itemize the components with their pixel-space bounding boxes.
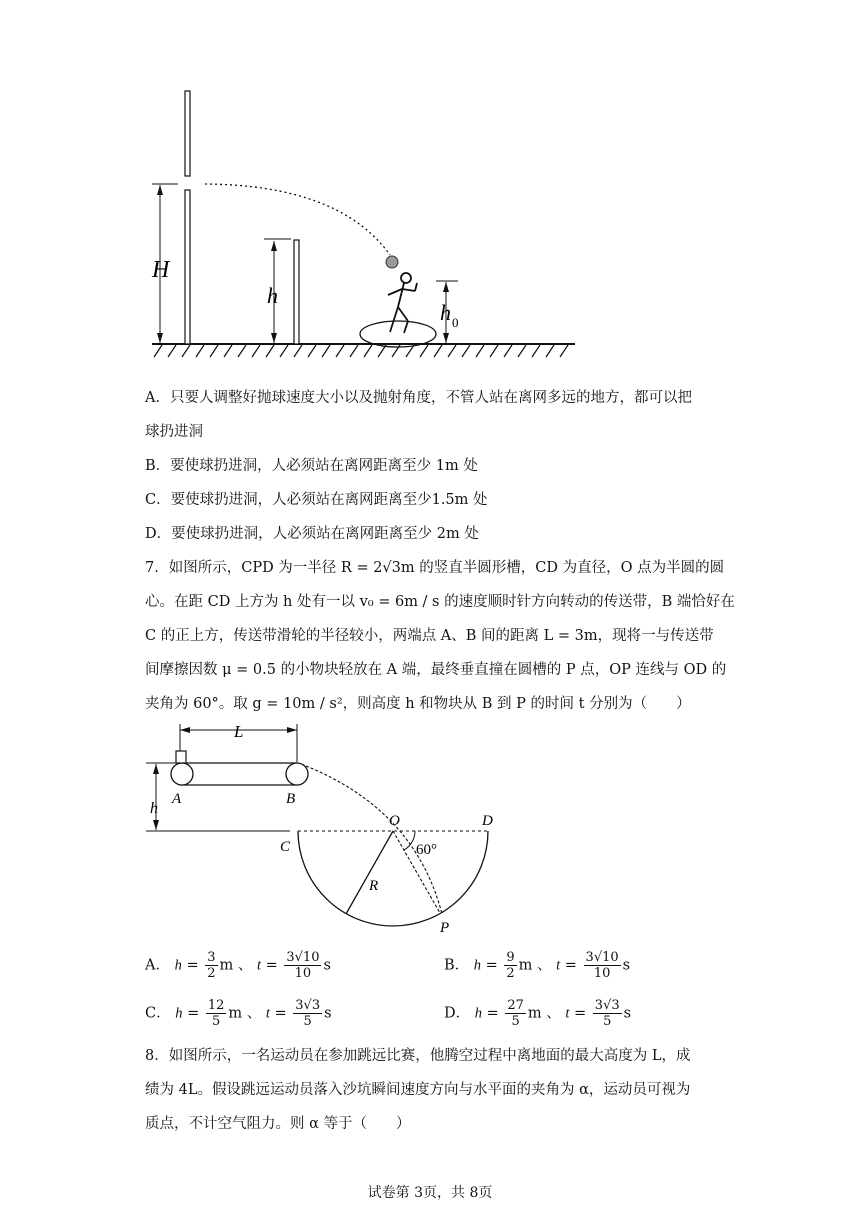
label-O: O	[389, 813, 400, 829]
label-D: D	[482, 813, 493, 829]
q6-option-d: D．要使球扔进洞，人必须站在离网距离至少 2m 处	[145, 526, 479, 542]
label-H: H	[152, 257, 170, 283]
q8-line-2: 绩为 4L。假设跳远运动员落入沙坑瞬间速度方向与水平面的夹角为 α，运动员可视为	[145, 1082, 691, 1098]
page-footer: 试卷第 3页，共 8页	[367, 1185, 493, 1201]
q7-line-2: 心。在距 CD 上方为 h 处有一以 v₀ = 6m / s 的速度顺时针方向转动的传送带，B 端恰好在	[145, 594, 735, 610]
label-B: B	[286, 791, 296, 807]
label-L: L	[234, 722, 244, 741]
label-h: h	[267, 283, 278, 308]
q8-line-3: 质点，不计空气阻力。则 α 等于（ ）	[145, 1116, 411, 1132]
label-R: R	[369, 878, 379, 894]
q6-option-c: C．要使球扔进洞，人必须站在离网距离至少1.5m 处	[145, 492, 488, 508]
figure-conveyor-groove	[140, 720, 510, 940]
q6-option-b: B．要使球扔进洞，人必须站在离网距离至少 1m 处	[145, 458, 478, 474]
q7-line-5: 夹角为 60°。取 g = 10m / s²，则高度 h 和物块从 B 到 P 的时间 t 分别为（ ）	[145, 696, 691, 712]
label-angle: 60°	[416, 842, 437, 858]
q6-option-a-cont: 球扔进洞	[145, 424, 203, 440]
q7-line-4: 间摩擦因数 μ = 0.5 的小物块轻放在 A 端，最终垂直撞在圆槽的 P 点，OP 连线与 OD 的	[145, 662, 727, 678]
label-A: A	[172, 791, 182, 807]
label-h: h	[150, 800, 158, 817]
q7-option-d: D． h = $\frac{27}{5}$ m 、 t = $\frac{3√3}{5}$ s	[444, 998, 632, 1029]
q7-line-1: 7．如图所示，CPD 为一半径 R = 2√3m 的竖直半圆形槽，CD 为直径，O 点为半圆的圆	[145, 560, 725, 576]
q7-line-3: C 的正上方，传送带滑轮的半径较小，两端点 A、B 间的距离 L = 3m，现将一与传送带	[145, 628, 714, 644]
label-h0-sub: 0	[452, 315, 459, 330]
figure-net-throw	[140, 85, 590, 360]
q7-option-a: A． h = $\frac{3}{2}$ m 、 t = $\frac{3√10}{10}$ s	[145, 950, 331, 981]
label-h0: h	[440, 300, 451, 325]
q7-option-c: C． h = $\frac{12}{5}$ m 、 t = $\frac{3√3}{5}$ s	[145, 998, 332, 1029]
thrower-figure	[388, 273, 417, 333]
q7-option-b: B． h = $\frac{9}{2}$ m 、 t = $\frac{3√10}{10}$ s	[444, 950, 631, 981]
q6-option-a: A．只要人调整好抛球速度大小以及抛射角度，不管人站在离网多远的地方，都可以把	[145, 390, 692, 406]
label-P: P	[440, 920, 450, 936]
label-C: C	[280, 839, 291, 855]
ball	[386, 256, 398, 268]
q8-line-1: 8．如图所示，一名运动员在参加跳远比赛，他腾空过程中离地面的最大高度为 L，成	[145, 1048, 691, 1064]
